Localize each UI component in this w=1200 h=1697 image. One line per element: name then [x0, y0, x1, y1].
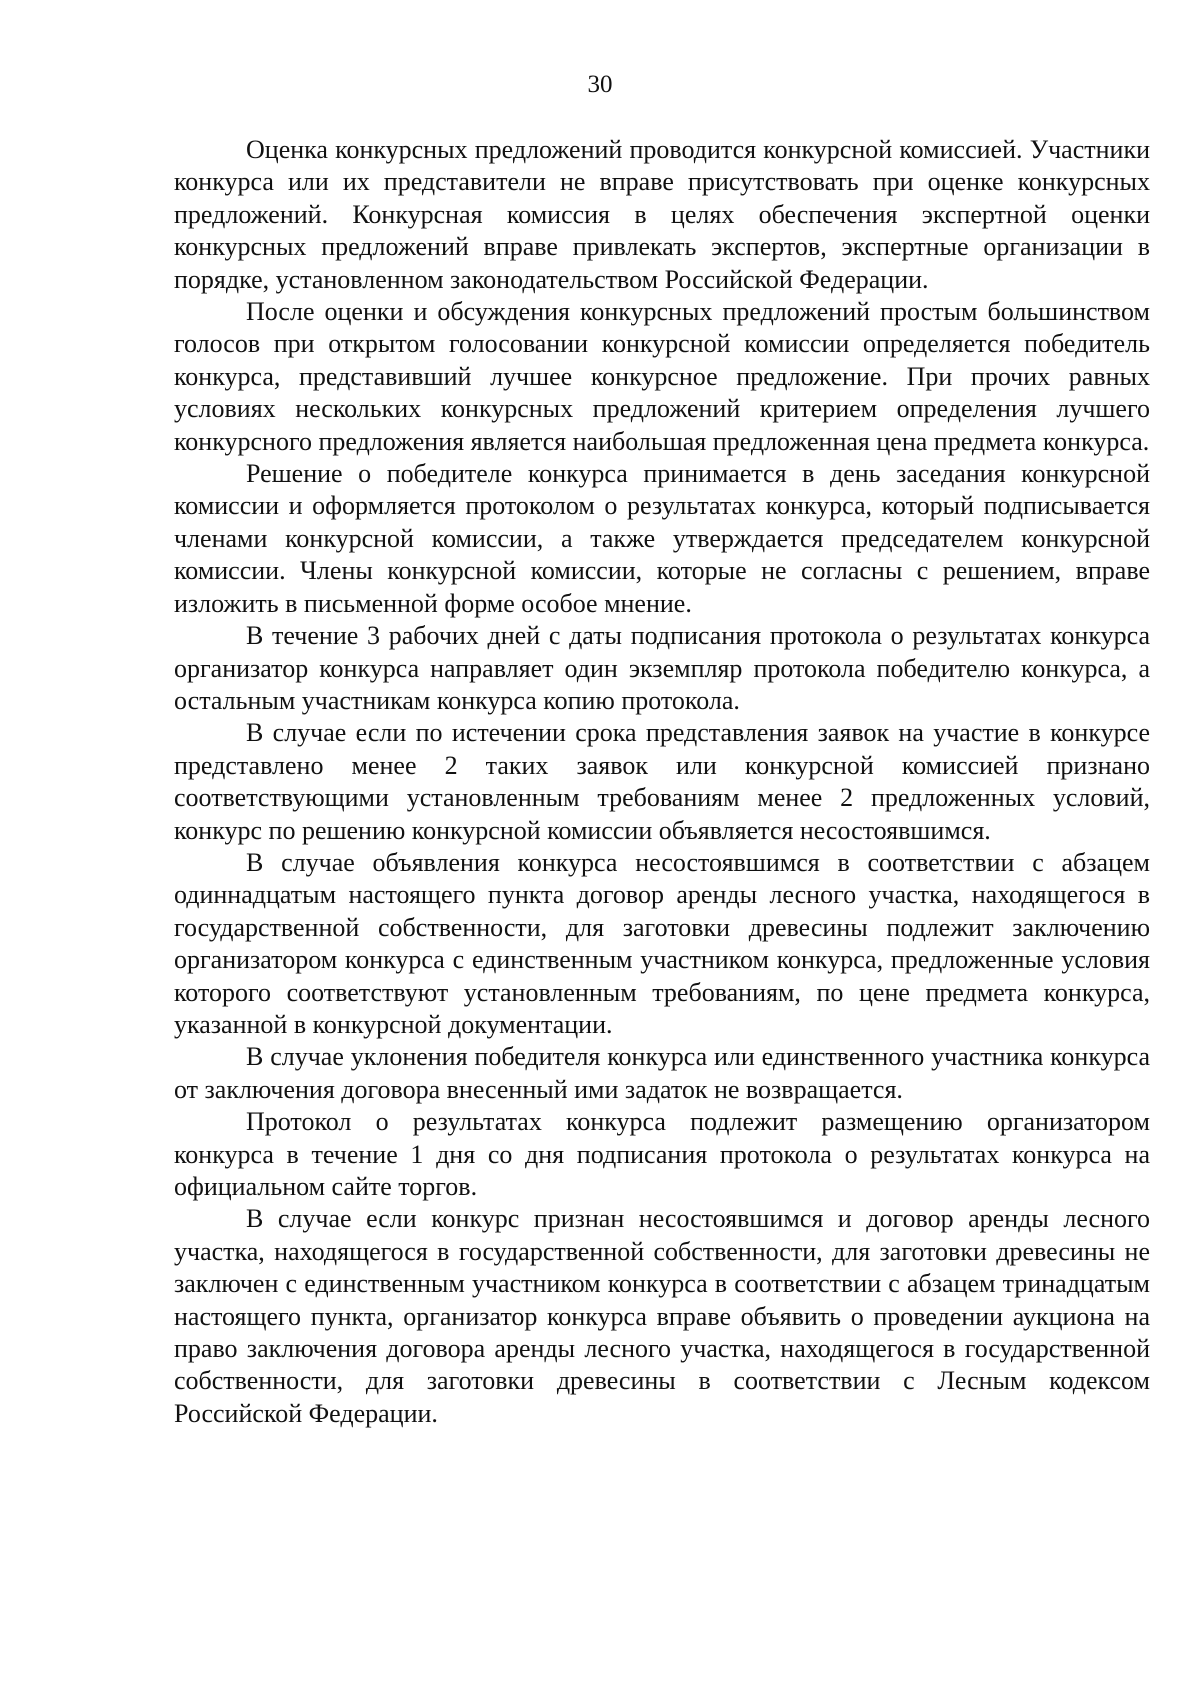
paragraph-5: В случае если по истечении срока представления заявок на участие в конкурсе представлено менее 2 таких заявок или конкурсной комиссией признано соответствующими установленным требованиям менее 2 предложенных условий, конкурс по решению конкурсной комиссии объявляется несостоявшимся.: [174, 718, 1150, 845]
page-number: 30: [587, 71, 613, 98]
paragraph-9: В случае если конкурс признан несостоявшимся и договор аренды лесного участка, находящегося в государственной собственности, для заготовки древесины не заключен с единственным участником конкурса в соответствии с абзацем тринадцатым настоящего пункта, организатор конкурса вправе объявить о проведении аукциона на право заключения договора аренды лесного участка, находящегося в государственной собственности, для заготовки древесины в соответствии с Лесным кодексом Российской Федерации.: [174, 1204, 1150, 1428]
paragraph-8: Протокол о результатах конкурса подлежит размещению организатором конкурса в течение 1 дня со дня подписания протокола о результатах конкурса на официальном сайте торгов.: [174, 1107, 1150, 1201]
paragraph-7: В случае уклонения победителя конкурса или единственного участника конкурса от заключения договора внесенный ими задаток не возвращается.: [174, 1042, 1150, 1104]
document-body: [174, 134, 1150, 1430]
paragraph-2: После оценки и обсуждения конкурсных предложений простым большинством голосов при открытом голосовании конкурсной комиссии определяется победитель конкурса, представивший лучшее конкурсное предложение. При прочих равных условиях нескольких конкурсных предложений критерием определения лучшего конкурсного предложения является наибольшая предложенная цена предмета конкурса.: [174, 297, 1150, 456]
paragraph-4: В течение 3 рабочих дней с даты подписания протокола о результатах конкурса организатор конкурса направляет один экземпляр протокола победителю конкурса, а остальным участникам конкурса копию протокола.: [174, 621, 1150, 715]
paragraph-1: Оценка конкурсных предложений проводится конкурсной комиссией. Участники конкурса или их представители не вправе присутствовать при оценке конкурсных предложений. Конкурсная комиссия в целях обеспечения экспертной оценки конкурсных предложений вправе привлекать экспертов, экспертные организации в порядке, установленном законодательством Российской Федерации.: [174, 135, 1150, 294]
paragraph-3: Решение о победителе конкурса принимается в день заседания конкурсной комиссии и оформляется протоколом о результатах конкурса, который подписывается членами конкурсной комиссии, а также утверждается председателем конкурсной комиссии. Члены конкурсной комиссии, которые не согласны с решением, вправе изложить в письменной форме особое мнение.: [174, 459, 1150, 618]
paragraph-6: В случае объявления конкурса несостоявшимся в соответствии с абзацем одиннадцатым настоящего пункта договор аренды лесного участка, находящегося в государственной собственности, для заготовки древесины подлежит заключению организатором конкурса с единственным участником конкурса, предложенные условия которого соответствуют установленным требованиям, по цене предмета конкурса, указанной в конкурсной документации.: [174, 847, 1150, 1039]
